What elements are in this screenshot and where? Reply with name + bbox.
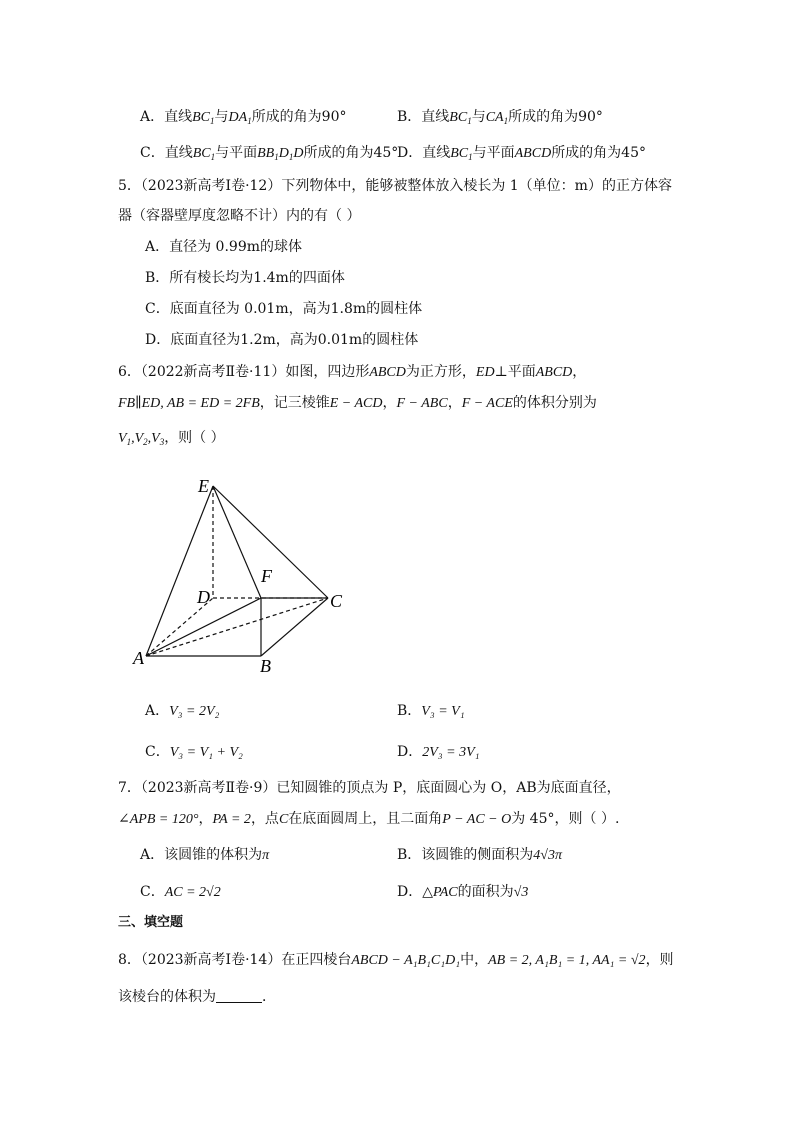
answer-blank[interactable]	[216, 988, 262, 1003]
q6-option-c: C．V₃ = V₁ + V₂	[145, 744, 243, 760]
q6-option-d: D．2V₃ = 3V₁	[397, 744, 480, 760]
q6-option-b: B．V₃ = V₁	[397, 703, 465, 719]
q8-stem-line1: 8．（2023新高考Ⅰ卷·14）在正四棱台ABCD − A₁B₁C₁D₁中，AB = 2, A₁B₁ = 1, AA₁ = √2，则	[118, 952, 674, 968]
q6-stem-line1: 6．（2022新高考Ⅱ卷·11）如图，四边形ABCD为正方形，ED⊥平面ABCD，	[118, 364, 587, 380]
q6-option-a: A．V₃ = 2V₂	[145, 703, 220, 719]
q8-stem-line2: 该棱台的体积为 ．	[118, 989, 276, 1005]
q5-stem-line1: 5．（2023新高考Ⅰ卷·12）下列物体中，能够被整体放入棱长为 1（单位：m）的正方体容	[118, 178, 672, 194]
q7-option-d: D．△PAC的面积为√3	[397, 884, 529, 900]
q7-stem-line2: ∠APB = 120°，PA = 2，点C在底面圆周上，且二面角P − AC − O为 45°，则（ ）.	[118, 811, 620, 827]
section-heading: 三、填空题	[118, 915, 184, 930]
label-a: A	[133, 648, 144, 668]
q7-option-b: B．该圆锥的侧面积为4√3π	[397, 847, 562, 863]
q7-stem-line1: 7．（2023新高考Ⅱ卷·9）已知圆锥的顶点为 P，底面圆心为 O，AB为底面直径，	[118, 780, 621, 796]
q4-option-d: D．直线$BC_1$与平面ABCD所成的角为45°	[397, 145, 647, 162]
q5-stem-line2: 器（容器壁厚度忽略不计）内的有（ ）	[118, 208, 361, 224]
q5-option-c: C．底面直径为 0.01m，高为1.8m的圆柱体	[145, 301, 423, 317]
q5-option-b: B．所有棱长均为1.4m的四面体	[145, 270, 345, 286]
q5-option-d: D．底面直径为1.2m，高为0.01m的圆柱体	[145, 332, 419, 348]
pyramid-figure	[125, 470, 365, 680]
label-c: C	[330, 591, 343, 611]
label-e: E	[198, 476, 209, 496]
label-d: D	[197, 587, 210, 607]
label-f: F	[261, 566, 272, 586]
q4-option-c: C．直线$BC_1$与平面$BB_1D_1D$所成的角为45°	[140, 145, 399, 162]
label-b: B	[260, 656, 271, 676]
q6-stem-line3: $V_1,V_2,V_3$，则（ ）	[118, 430, 225, 447]
q5-option-a: A．直径为 0.99m的球体	[145, 239, 303, 255]
q4-option-b: B．直线$BC_1$与$CA_1$所成的角为90°	[397, 109, 603, 126]
q7-option-c: C．AC = 2√2	[140, 884, 221, 900]
q6-stem-line2: FB∥ED, AB = ED = 2FB，记三棱锥E − ACD，F − ABC，F − ACE的体积分别为	[118, 395, 597, 411]
q7-option-a: A．该圆锥的体积为π	[140, 847, 270, 863]
q4-option-a: A．直线$BC_1$与$DA_1$所成的角为90°	[140, 109, 347, 126]
